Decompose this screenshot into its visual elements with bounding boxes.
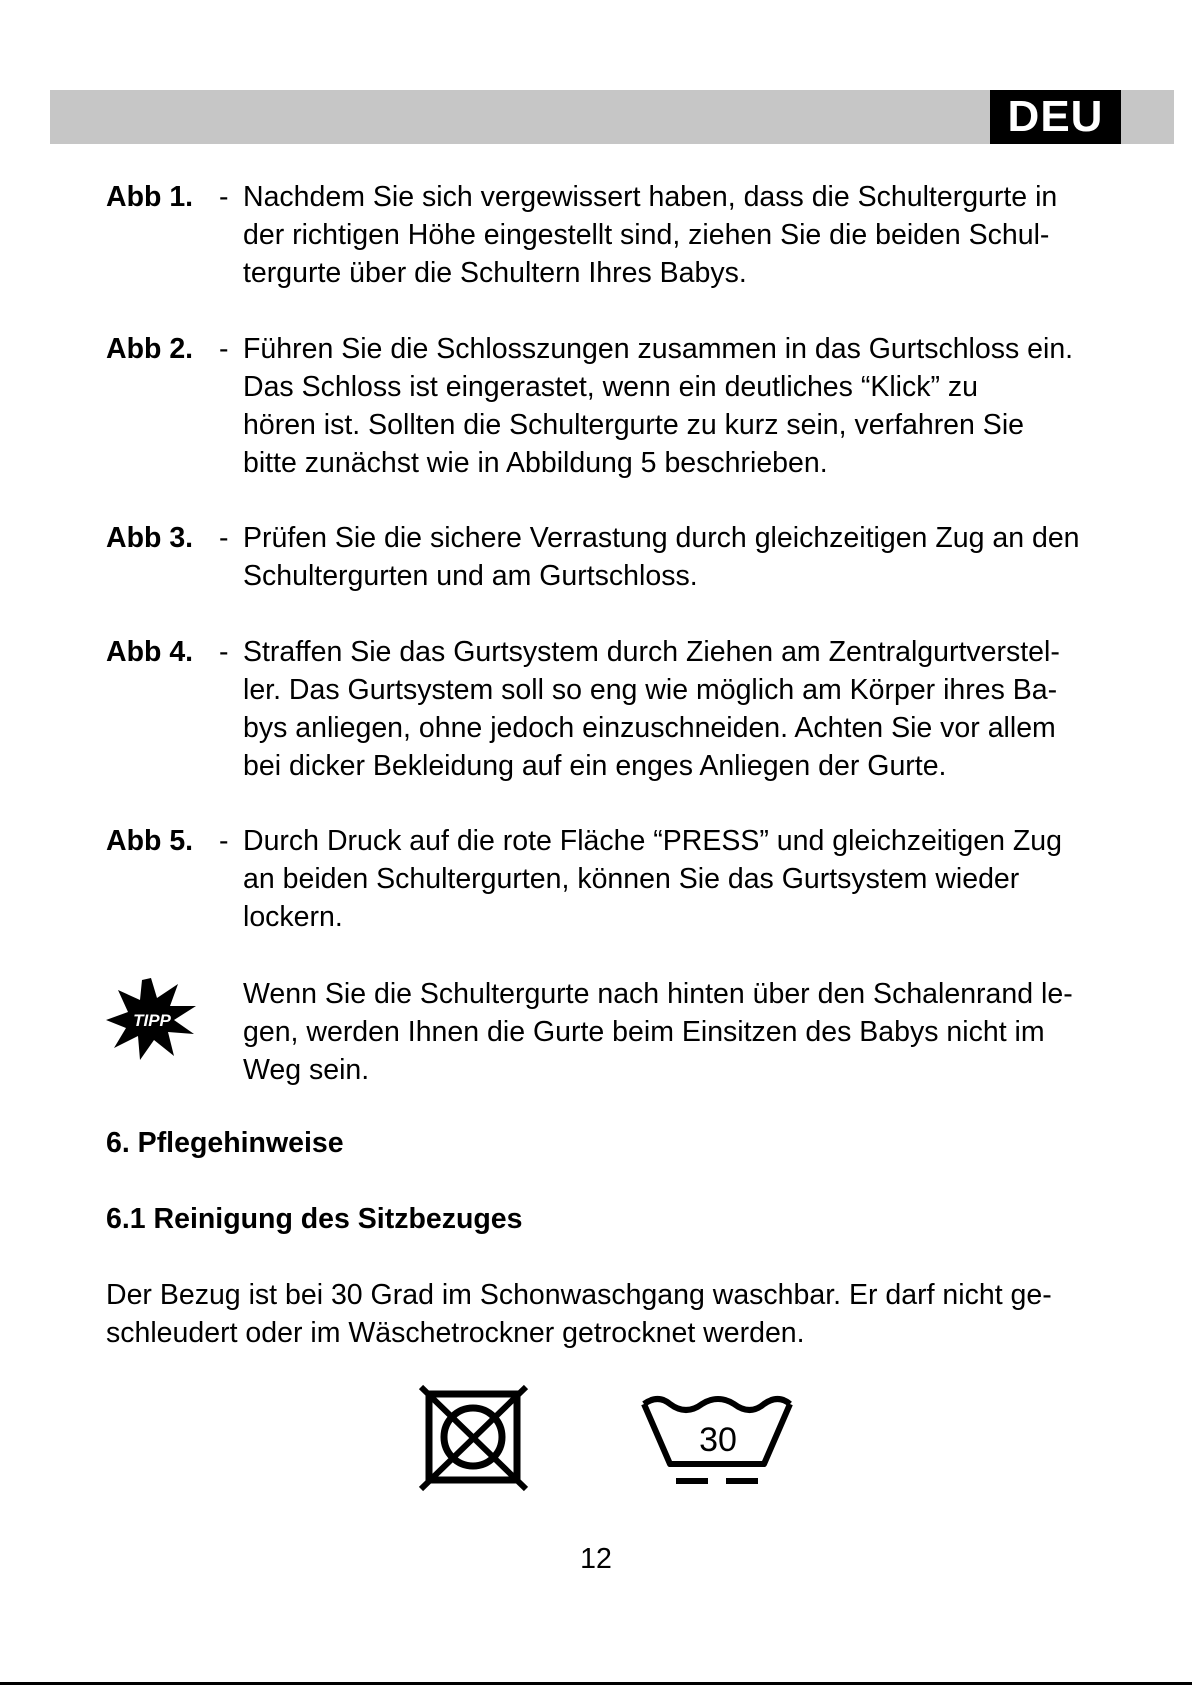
step-line: lockern. bbox=[243, 901, 343, 933]
gentle-wash-30-icon bbox=[640, 1392, 796, 1490]
tip-line: Weg sein. bbox=[243, 1054, 370, 1086]
step-line: Das Schloss ist eingerastet, wenn ein deutliches “Klick” zu bbox=[243, 371, 979, 403]
step-text bbox=[243, 178, 1192, 292]
page-number: 12 bbox=[580, 1543, 612, 1575]
care-paragraph bbox=[106, 1276, 1052, 1352]
wash-temperature: 30 bbox=[699, 1421, 737, 1459]
step-line: tergurte über die Schultern Ihres Babys. bbox=[243, 257, 747, 289]
step-text bbox=[243, 822, 1192, 936]
step-line: bitte zunächst wie in Abbildung 5 beschrieben. bbox=[243, 447, 828, 479]
step-line: Schultergurten und am Gurtschloss. bbox=[243, 560, 698, 592]
step-line: an beiden Schultergurten, können Sie das Gurtsystem wieder bbox=[243, 863, 1020, 895]
step-label: Abb 5. bbox=[106, 825, 194, 857]
step-line: hören ist. Sollten die Schultergurte zu kurz sein, verfahren Sie bbox=[243, 409, 1024, 441]
tip-line: Wenn Sie die Schultergurte nach hinten über den Schalenrand le- bbox=[243, 978, 1073, 1010]
step-text bbox=[243, 519, 1192, 595]
tip-icon-label: TIPP bbox=[133, 1011, 171, 1030]
step-line: Straffen Sie das Gurtsystem durch Ziehen am Zentralgurtverstel- bbox=[243, 636, 1060, 668]
step-line: der richtigen Höhe eingestellt sind, ziehen Sie die beiden Schul- bbox=[243, 219, 1050, 251]
step-label: Abb 4. bbox=[106, 636, 194, 668]
section-heading: 6. Pflegehinweise bbox=[106, 1127, 344, 1159]
step-text bbox=[243, 633, 1192, 785]
step-dash: - bbox=[219, 333, 229, 365]
language-badge: DEU bbox=[990, 90, 1121, 144]
tip-line: gen, werden Ihnen die Gurte beim Einsitzen des Babys nicht im bbox=[243, 1016, 1045, 1048]
step-line: Prüfen Sie die sichere Verrastung durch gleichzeitigen Zug an den bbox=[243, 522, 1080, 554]
step-line: Nachdem Sie sich vergewissert haben, dass die Schultergurte in bbox=[243, 181, 1058, 213]
subsection-heading: 6.1 Reinigung des Sitzbezuges bbox=[106, 1203, 523, 1235]
step-text bbox=[243, 330, 1192, 482]
step-line: Führen Sie die Schlosszungen zusammen in das Gurtschloss ein. bbox=[243, 333, 1074, 365]
step-label: Abb 1. bbox=[106, 181, 194, 213]
no-tumble-dry-icon bbox=[418, 1384, 530, 1492]
step-label: Abb 3. bbox=[106, 522, 194, 554]
step-label: Abb 2. bbox=[106, 333, 194, 365]
step-line: ler. Das Gurtsystem soll so eng wie möglich am Körper ihres Ba- bbox=[243, 674, 1058, 706]
step-line: bys anliegen, ohne jedoch einzuschneiden. Achten Sie vor allem bbox=[243, 712, 1056, 744]
step-line: bei dicker Bekleidung auf ein enges Anliegen der Gurte. bbox=[243, 750, 947, 782]
step-dash: - bbox=[219, 825, 229, 857]
care-line: schleudert oder im Wäschetrockner getrocknet werden. bbox=[106, 1317, 805, 1349]
tip-text bbox=[243, 975, 1192, 1089]
step-line: Durch Druck auf die rote Fläche “PRESS” und gleichzeitigen Zug bbox=[243, 825, 1062, 857]
tip-starburst-icon bbox=[104, 976, 198, 1060]
step-dash: - bbox=[219, 636, 229, 668]
step-dash: - bbox=[219, 522, 229, 554]
care-line: Der Bezug ist bei 30 Grad im Schonwaschgang waschbar. Er darf nicht ge- bbox=[106, 1279, 1052, 1311]
step-dash: - bbox=[219, 181, 229, 213]
